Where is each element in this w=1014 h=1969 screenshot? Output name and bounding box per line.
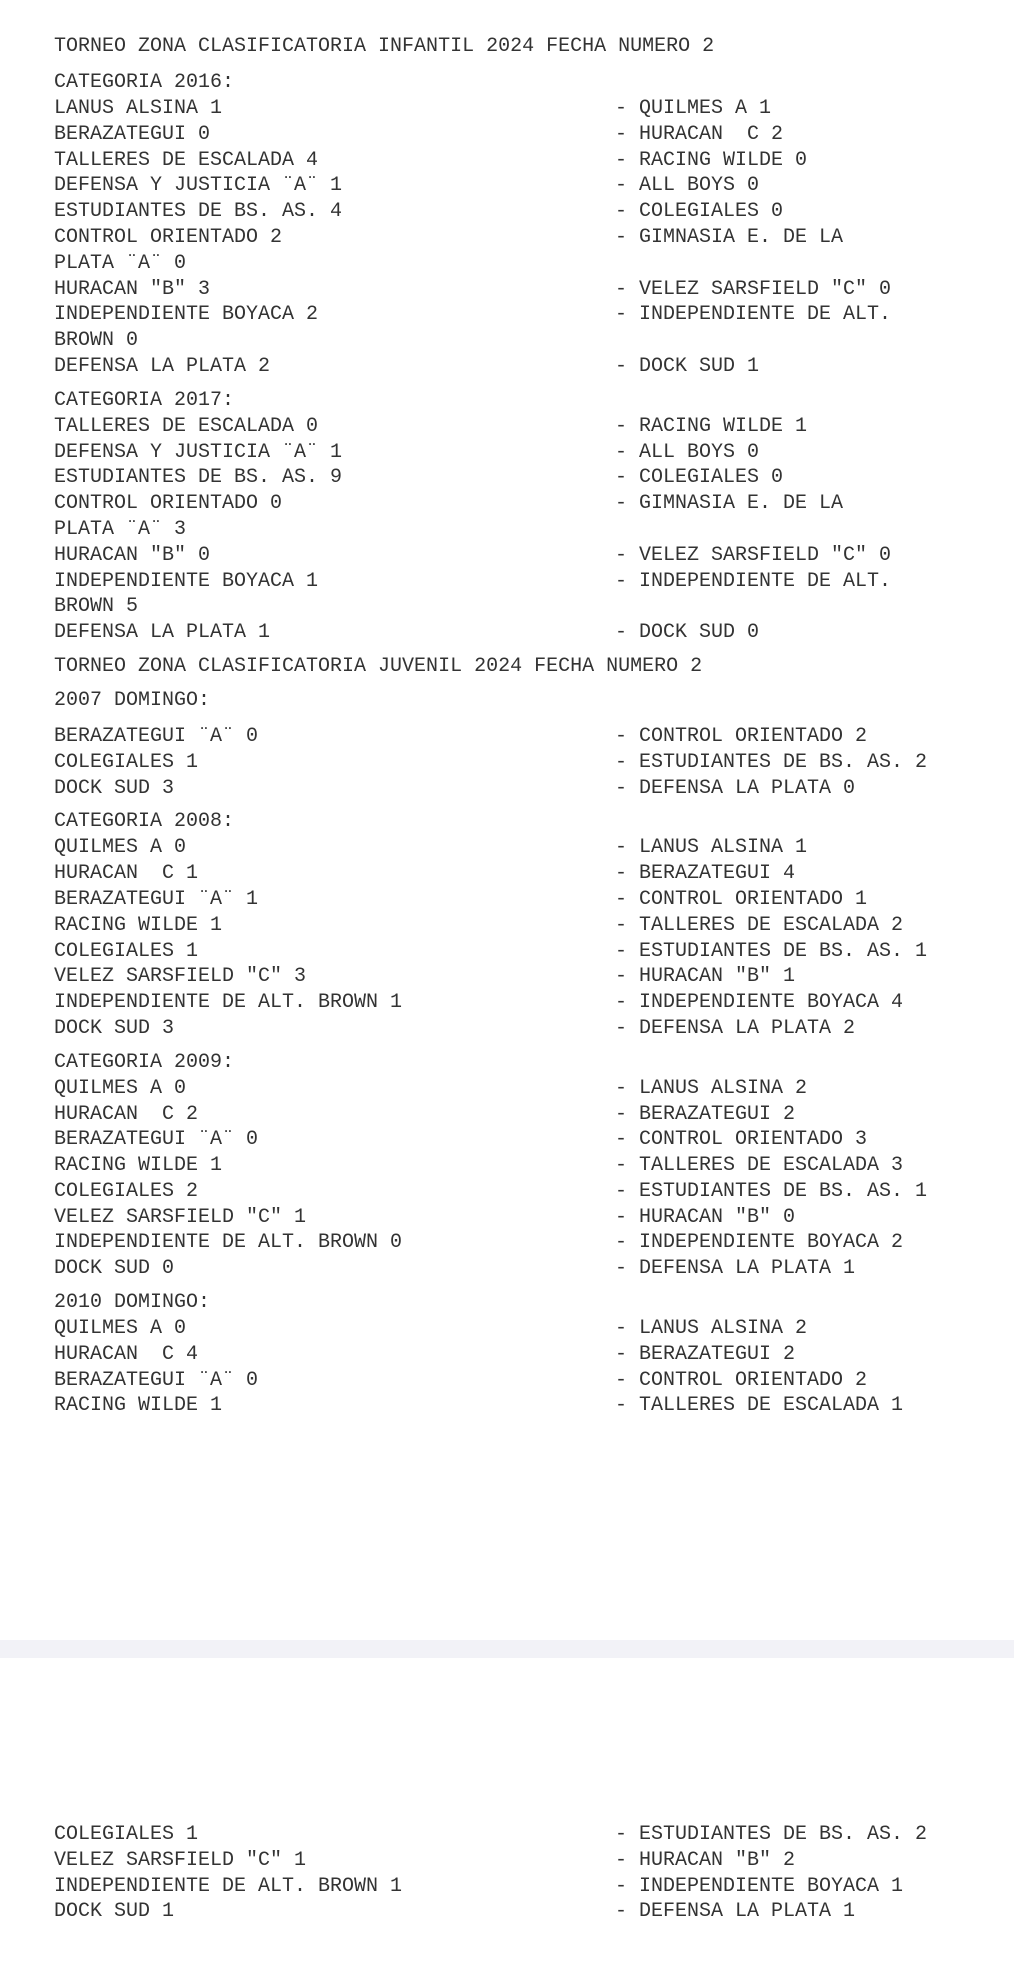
- match-line: [54, 277, 1014, 303]
- category-2009-section: [54, 1050, 1014, 1282]
- match-line: [54, 1127, 1014, 1153]
- home-team-score: COLEGIALES 2: [54, 1179, 199, 1203]
- away-team-score: - DEFENSA LA PLATA 1: [615, 1257, 856, 1281]
- match-list: [54, 414, 1014, 646]
- away-team-score: - INDEPENDIENTE DE ALT.: [615, 569, 892, 593]
- match-line: [54, 569, 1014, 595]
- away-team-score: - RACING WILDE 1: [615, 414, 808, 438]
- home-team-score: PLATA ¨A¨ 0: [54, 251, 187, 275]
- match-line: [54, 465, 1014, 491]
- match-line: [54, 1848, 1014, 1874]
- away-team-score: - CONTROL ORIENTADO 2: [615, 1368, 868, 1392]
- home-team-score: DEFENSA LA PLATA 2: [54, 354, 271, 378]
- match-line: [54, 440, 1014, 466]
- away-team-score: - HURACAN "B" 0: [615, 1205, 796, 1229]
- category-heading: CATEGORIA 2008:: [54, 810, 235, 834]
- category-2016-section: [54, 70, 1014, 380]
- home-team-score: BERAZATEGUI 0: [54, 122, 211, 146]
- away-team-score: - ESTUDIANTES DE BS. AS. 1: [615, 939, 928, 963]
- match-line: [54, 96, 1014, 122]
- match-line: [54, 173, 1014, 199]
- away-team-score: - LANUS ALSINA 2: [615, 1317, 808, 1341]
- home-team-score: RACING WILDE 1: [54, 913, 223, 937]
- match-line: [54, 750, 1014, 776]
- match-line: [54, 328, 1014, 354]
- home-team-score: LANUS ALSINA 1: [54, 97, 223, 120]
- home-team-score: DOCK SUD 1: [54, 1900, 175, 1924]
- away-team-score: - BERAZATEGUI 2: [615, 1102, 796, 1126]
- away-team-score: - VELEZ SARSFIELD "C" 0: [615, 543, 892, 567]
- home-team-score: INDEPENDIENTE DE ALT. BROWN 1: [54, 1874, 403, 1898]
- home-team-score: HURACAN "B" 0: [54, 543, 211, 567]
- home-team-score: HURACAN "B" 3: [54, 277, 211, 301]
- category-heading: CATEGORIA 2009:: [54, 1050, 235, 1074]
- home-team-score: VELEZ SARSFIELD "C" 3: [54, 965, 307, 989]
- home-team-score: INDEPENDIENTE BOYACA 2: [54, 303, 319, 327]
- away-team-score: - LANUS ALSINA 2: [615, 1076, 808, 1100]
- match-line: [54, 776, 1014, 802]
- match-line: [54, 491, 1014, 517]
- match-line: [54, 1874, 1014, 1900]
- match-line: [54, 1153, 1014, 1179]
- match-line: [54, 1076, 1014, 1102]
- match-list: [54, 835, 1014, 1041]
- match-line: [54, 620, 1014, 646]
- home-team-score: INDEPENDIENTE DE ALT. BROWN 0: [54, 1231, 403, 1255]
- away-team-score: - DOCK SUD 1: [615, 354, 760, 378]
- category-2017-section: [54, 388, 1014, 646]
- match-line: [54, 302, 1014, 328]
- away-team-score: - COLEGIALES 0: [615, 200, 784, 224]
- tournament-title-juvenil: TORNEO ZONA CLASIFICATORIA JUVENIL 2024 FECHA NUMERO 2: [54, 654, 703, 678]
- match-line: [54, 1102, 1014, 1128]
- home-team-score: INDEPENDIENTE BOYACA 1: [54, 569, 319, 593]
- match-line: [54, 354, 1014, 380]
- match-line: [54, 251, 1014, 277]
- away-team-score: - CONTROL ORIENTADO 1: [615, 887, 868, 911]
- home-team-score: DOCK SUD 3: [54, 776, 175, 800]
- away-team-score: - HURACAN C 2: [615, 122, 784, 146]
- away-team-score: - COLEGIALES 0: [615, 466, 784, 490]
- match-line: [54, 861, 1014, 887]
- away-team-score: - HURACAN "B" 1: [615, 965, 796, 989]
- home-team-score: VELEZ SARSFIELD "C" 1: [54, 1848, 307, 1872]
- match-line: [54, 414, 1014, 440]
- tournament-title-infantil: TORNEO ZONA CLASIFICATORIA INFANTIL 2024 FECHA NUMERO 2: [54, 35, 715, 58]
- category-heading: 2010 DOMINGO:: [54, 1291, 211, 1315]
- category-2008-section: [54, 809, 1014, 1041]
- match-line: [54, 913, 1014, 939]
- match-line: [54, 225, 1014, 251]
- match-line: [54, 724, 1014, 750]
- away-team-score: - INDEPENDIENTE BOYACA 1: [615, 1874, 904, 1898]
- home-team-score: RACING WILDE 1: [54, 1394, 223, 1418]
- match-line: [54, 517, 1014, 543]
- home-team-score: QUILMES A 0: [54, 836, 187, 860]
- away-team-score: - DEFENSA LA PLATA 1: [615, 1900, 856, 1924]
- home-team-score: DOCK SUD 0: [54, 1257, 175, 1281]
- away-team-score: - LANUS ALSINA 1: [615, 836, 808, 860]
- home-team-score: RACING WILDE 1: [54, 1154, 223, 1178]
- home-team-score: ESTUDIANTES DE BS. AS. 4: [54, 200, 343, 224]
- match-line: [54, 1368, 1014, 1394]
- match-line: [54, 1179, 1014, 1205]
- away-team-score: - RACING WILDE 0: [615, 148, 808, 172]
- match-line: [54, 1342, 1014, 1368]
- category-heading: 2007 DOMINGO:: [54, 688, 211, 712]
- match-line: [54, 1822, 1014, 1848]
- home-team-score: BERAZATEGUI ¨A¨ 0: [54, 1128, 259, 1152]
- match-line: [54, 964, 1014, 990]
- away-team-score: - CONTROL ORIENTADO 2: [615, 724, 868, 748]
- home-team-score: BERAZATEGUI ¨A¨ 1: [54, 887, 259, 911]
- match-line: [54, 835, 1014, 861]
- away-team-score: - TALLERES DE ESCALADA 1: [615, 1394, 904, 1418]
- away-team-score: - TALLERES DE ESCALADA 2: [615, 913, 904, 937]
- home-team-score: CONTROL ORIENTADO 0: [54, 492, 283, 516]
- away-team-score: - INDEPENDIENTE BOYACA 2: [615, 1231, 904, 1255]
- category-2010-section: [54, 1290, 1014, 1419]
- away-team-score: - INDEPENDIENTE BOYACA 4: [615, 991, 904, 1015]
- away-team-score: - BERAZATEGUI 2: [615, 1342, 796, 1366]
- category-2007-section: [54, 688, 1014, 801]
- away-team-score: - GIMNASIA E. DE LA: [615, 492, 844, 516]
- home-team-score: HURACAN C 4: [54, 1342, 199, 1366]
- home-team-score: QUILMES A 0: [54, 1317, 187, 1341]
- home-team-score: COLEGIALES 1: [54, 939, 199, 963]
- away-team-score: - GIMNASIA E. DE LA: [615, 225, 844, 249]
- match-line: [54, 1256, 1014, 1282]
- match-list: [54, 1822, 1014, 1925]
- away-team-score: - ESTUDIANTES DE BS. AS. 2: [615, 1823, 928, 1846]
- match-line: [54, 122, 1014, 148]
- match-line: [54, 887, 1014, 913]
- match-line: [54, 1899, 1014, 1925]
- home-team-score: BERAZATEGUI ¨A¨ 0: [54, 1368, 259, 1392]
- match-line: [54, 543, 1014, 569]
- match-line: [54, 939, 1014, 965]
- home-team-score: CONTROL ORIENTADO 2: [54, 225, 283, 249]
- away-team-score: - ALL BOYS 0: [615, 174, 760, 198]
- away-team-score: - ESTUDIANTES DE BS. AS. 1: [615, 1179, 928, 1203]
- away-team-score: - DEFENSA LA PLATA 2: [615, 1016, 856, 1040]
- home-team-score: DEFENSA Y JUSTICIA ¨A¨ 1: [54, 440, 343, 464]
- home-team-score: COLEGIALES 1: [54, 1823, 199, 1846]
- away-team-score: - VELEZ SARSFIELD "C" 0: [615, 277, 892, 301]
- match-line: [54, 1016, 1014, 1042]
- match-line: [54, 199, 1014, 225]
- away-team-score: - TALLERES DE ESCALADA 3: [615, 1154, 904, 1178]
- away-team-score: - CONTROL ORIENTADO 3: [615, 1128, 868, 1152]
- home-team-score: VELEZ SARSFIELD "C" 1: [54, 1205, 307, 1229]
- match-line: [54, 594, 1014, 620]
- match-list: [54, 1316, 1014, 1419]
- home-team-score: DEFENSA Y JUSTICIA ¨A¨ 1: [54, 174, 343, 198]
- away-team-score: - ESTUDIANTES DE BS. AS. 2: [615, 750, 928, 774]
- match-line: [54, 1205, 1014, 1231]
- match-line: [54, 1230, 1014, 1256]
- match-line: [54, 148, 1014, 174]
- home-team-score: TALLERES DE ESCALADA 4: [54, 148, 319, 172]
- home-team-score: TALLERES DE ESCALADA 0: [54, 414, 319, 438]
- away-team-score: - BERAZATEGUI 4: [615, 862, 796, 886]
- category-heading: CATEGORIA 2016:: [54, 71, 235, 94]
- home-team-score: DEFENSA LA PLATA 1: [54, 621, 271, 645]
- match-line: [54, 1393, 1014, 1419]
- match-line: [54, 990, 1014, 1016]
- away-team-score: - DEFENSA LA PLATA 0: [615, 776, 856, 800]
- document-page-2: [0, 1658, 1014, 1969]
- home-team-score: INDEPENDIENTE DE ALT. BROWN 1: [54, 991, 403, 1015]
- home-team-score: ESTUDIANTES DE BS. AS. 9: [54, 466, 343, 490]
- away-team-score: - ALL BOYS 0: [615, 440, 760, 464]
- home-team-score: DOCK SUD 3: [54, 1016, 175, 1040]
- away-team-score: - HURACAN "B" 2: [615, 1848, 796, 1872]
- match-list: [54, 96, 1014, 380]
- match-line: [54, 1316, 1014, 1342]
- match-list: [54, 724, 1014, 801]
- away-team-score: - INDEPENDIENTE DE ALT.: [615, 303, 892, 327]
- home-team-score: BERAZATEGUI ¨A¨ 0: [54, 724, 259, 748]
- home-team-score: HURACAN C 2: [54, 1102, 199, 1126]
- match-list: [54, 1076, 1014, 1282]
- away-team-score: - DOCK SUD 0: [615, 621, 760, 645]
- home-team-score: COLEGIALES 1: [54, 750, 199, 774]
- home-team-score: HURACAN C 1: [54, 862, 199, 886]
- category-heading: CATEGORIA 2017:: [54, 388, 235, 412]
- home-team-score: BROWN 5: [54, 595, 139, 619]
- home-team-score: PLATA ¨A¨ 3: [54, 517, 187, 541]
- home-team-score: QUILMES A 0: [54, 1076, 187, 1100]
- away-team-score: - QUILMES A 1: [615, 97, 772, 120]
- home-team-score: BROWN 0: [54, 329, 139, 353]
